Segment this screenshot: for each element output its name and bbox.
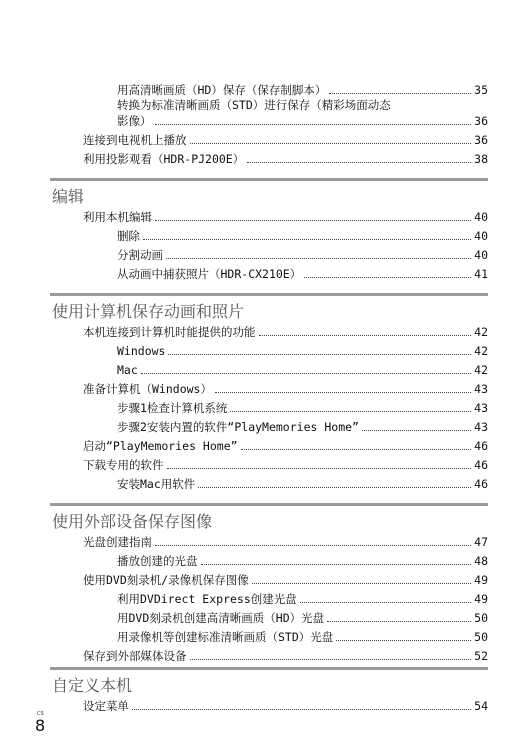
toc-page-number: 35 bbox=[474, 83, 488, 97]
toc-page-number: 36 bbox=[474, 133, 488, 147]
toc-entry-title: 用DVD刻录机创建高清晰画质（HD）光盘 bbox=[117, 611, 325, 625]
toc-entry[interactable] bbox=[117, 245, 488, 262]
toc-entry[interactable] bbox=[83, 207, 488, 224]
dot-leader bbox=[155, 124, 472, 125]
dot-leader bbox=[155, 545, 471, 546]
toc-entry-title: Windows bbox=[117, 344, 166, 358]
toc-entry-title: 播放创建的光盘 bbox=[117, 554, 198, 568]
toc-entry-title: 光盘创建指南 bbox=[83, 535, 152, 549]
dot-leader bbox=[304, 277, 471, 278]
toc-entry[interactable] bbox=[83, 436, 488, 453]
toc-page-number: 48 bbox=[474, 554, 488, 568]
dot-leader bbox=[132, 709, 471, 710]
dot-leader bbox=[300, 602, 471, 603]
dot-leader bbox=[143, 239, 471, 240]
toc-entry[interactable] bbox=[83, 696, 488, 713]
toc-entry-title-line2: 影像） bbox=[117, 114, 152, 128]
toc-page-number: 49 bbox=[474, 592, 488, 606]
dot-leader bbox=[201, 564, 472, 565]
toc-entry[interactable] bbox=[83, 149, 488, 166]
dot-leader bbox=[252, 583, 471, 584]
toc-entry-title: 本机连接到计算机时能提供的功能 bbox=[83, 325, 256, 339]
toc-page-number: 46 bbox=[474, 439, 488, 453]
toc-entry[interactable] bbox=[83, 322, 488, 339]
toc-page-number: 40 bbox=[474, 210, 488, 224]
dot-leader bbox=[167, 468, 472, 469]
toc-page-number: 43 bbox=[474, 382, 488, 396]
toc-page-number: 42 bbox=[474, 363, 488, 377]
toc-page-number: 40 bbox=[474, 248, 488, 262]
dot-leader bbox=[230, 411, 471, 412]
dot-leader bbox=[336, 640, 471, 641]
toc-entry-title: 从动画中捕获照片（HDR-CX210E） bbox=[117, 267, 302, 281]
toc-entry-title: 利用本机编辑 bbox=[83, 210, 152, 224]
toc-page-number: 49 bbox=[474, 573, 488, 587]
toc-page-number: 42 bbox=[474, 344, 488, 358]
dot-leader bbox=[166, 258, 471, 259]
toc-entry-title: 准备计算机（Windows） bbox=[83, 382, 212, 396]
toc-entry-title: 设定菜单 bbox=[83, 699, 129, 713]
toc-page-number: 38 bbox=[474, 152, 488, 166]
toc-page-number: 43 bbox=[474, 420, 488, 434]
toc-entry[interactable] bbox=[83, 646, 488, 663]
toc-entry[interactable] bbox=[117, 627, 488, 644]
dot-leader bbox=[259, 335, 472, 336]
dot-leader bbox=[198, 487, 471, 488]
toc-entry-title-line1[interactable]: 转换为标准清晰画质（STD）进行保存（精彩场面动态 bbox=[117, 98, 391, 112]
toc-entry-title: 步骤2安装内置的软件“PlayMemories Home” bbox=[117, 420, 359, 434]
dot-leader bbox=[247, 162, 471, 163]
toc-page-number: 46 bbox=[474, 477, 488, 491]
toc-entry[interactable] bbox=[117, 551, 488, 568]
toc-page-number: 50 bbox=[474, 630, 488, 644]
toc-entry[interactable] bbox=[117, 608, 488, 625]
toc-page-number: 54 bbox=[474, 699, 488, 713]
toc-entry[interactable] bbox=[117, 264, 488, 281]
toc-entry-title: 分割动画 bbox=[117, 248, 163, 262]
toc-page-number: 43 bbox=[474, 401, 488, 415]
toc-entry-title: Mac bbox=[117, 363, 138, 377]
section-divider bbox=[50, 503, 488, 506]
toc-entry-title: 删除 bbox=[117, 229, 140, 243]
dot-leader bbox=[168, 354, 471, 355]
toc-entry[interactable] bbox=[117, 398, 488, 415]
page-number: 8 bbox=[35, 716, 46, 735]
dot-leader bbox=[190, 659, 472, 660]
language-code: CS bbox=[37, 711, 44, 717]
toc-entry[interactable] bbox=[117, 589, 488, 606]
toc-page-number: 46 bbox=[474, 458, 488, 472]
toc-page-number: 40 bbox=[474, 229, 488, 243]
toc-entry[interactable] bbox=[83, 379, 488, 396]
toc-entry[interactable] bbox=[83, 570, 488, 587]
toc-entry[interactable] bbox=[117, 360, 488, 377]
toc-entry-title: 连接到电视机上播放 bbox=[83, 133, 187, 147]
dot-leader bbox=[215, 392, 471, 393]
toc-entry[interactable] bbox=[117, 474, 488, 491]
toc-entry-title: 保存到外部媒体设备 bbox=[83, 649, 187, 663]
toc-page-number: 42 bbox=[474, 325, 488, 339]
dot-leader bbox=[141, 373, 471, 374]
toc-page-number: 47 bbox=[474, 535, 488, 549]
toc-entry[interactable] bbox=[83, 455, 488, 472]
dot-leader bbox=[241, 449, 472, 450]
toc-page-number: 36 bbox=[474, 114, 488, 128]
dot-leader bbox=[155, 220, 471, 221]
toc-entry-title: 利用DVDirect Express创建光盘 bbox=[117, 592, 297, 606]
toc-entry[interactable] bbox=[117, 341, 488, 358]
toc-entry-title: 利用投影观看（HDR-PJ200E） bbox=[83, 152, 245, 166]
section-title-external: 使用外部设备保存图像 bbox=[52, 512, 213, 531]
toc-entry-title: 用高清晰画质（HD）保存（保存制脚本） bbox=[117, 83, 327, 97]
toc-entry[interactable] bbox=[83, 532, 488, 549]
toc-page-number: 52 bbox=[474, 649, 488, 663]
section-divider bbox=[50, 667, 488, 670]
section-divider bbox=[50, 293, 488, 296]
dot-leader bbox=[190, 143, 472, 144]
dot-leader bbox=[329, 93, 471, 94]
toc-entry[interactable] bbox=[117, 226, 488, 243]
toc-entry-title: 启动“PlayMemories Home” bbox=[83, 439, 238, 453]
toc-entry-title: 步骤1检查计算机系统 bbox=[117, 401, 228, 415]
toc-entry[interactable] bbox=[117, 80, 488, 97]
toc-entry-title: 使用DVD刻录机/录像机保存图像 bbox=[83, 573, 249, 587]
dot-leader bbox=[362, 430, 471, 431]
section-title-customize: 自定义本机 bbox=[52, 676, 133, 695]
toc-entry[interactable] bbox=[117, 417, 488, 434]
section-title-edit: 编辑 bbox=[52, 187, 85, 206]
toc-entry-title: 下载专用的软件 bbox=[83, 458, 164, 472]
toc-entry-title: 用录像机等创建标准清晰画质（STD）光盘 bbox=[117, 630, 334, 644]
toc-entry[interactable] bbox=[83, 130, 488, 147]
dot-leader bbox=[327, 621, 471, 622]
toc-page-number: 41 bbox=[474, 267, 488, 281]
toc-entry[interactable] bbox=[117, 111, 488, 128]
toc-page-number: 50 bbox=[474, 611, 488, 625]
section-title-computer: 使用计算机保存动画和照片 bbox=[52, 302, 245, 321]
toc-entry-title: 安装Mac用软件 bbox=[117, 477, 196, 491]
section-divider bbox=[50, 178, 488, 181]
